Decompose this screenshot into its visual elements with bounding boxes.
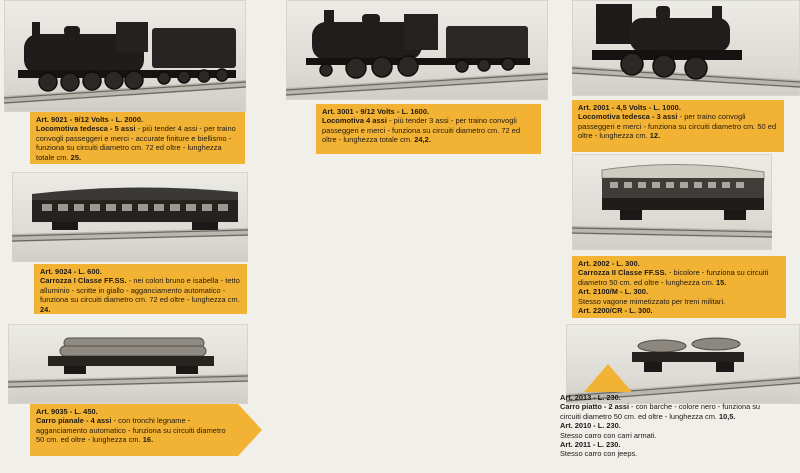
photo-flatcar-9035	[8, 324, 248, 404]
photo-locomotive-2001	[572, 0, 800, 96]
extra-art-number: Art. 2100/M - L. 300.	[578, 287, 649, 297]
product-length: 24,2.	[414, 135, 431, 145]
photo-carriage-2002	[572, 154, 772, 250]
product-name: Locomotiva tedesca - 5 assi	[36, 124, 136, 134]
label-art-9035	[30, 404, 238, 456]
product-description: - con tronchi legname - agganciamento automatico - funziona su circuiti diametro 50 cm. ed oltre - lunghezza cm.	[36, 416, 226, 445]
product-length: 16.	[142, 435, 154, 445]
product-description: - con barche - colore nero - funziona su circuiti diametro 50 cm. ed oltre - lunghezza cm.	[560, 402, 761, 421]
product-description: - per traino convogli passeggeri e merci - funziona su circuiti diametro cm. 50 ed oltre - lunghezza cm.	[578, 112, 777, 141]
product-length: 24.	[40, 304, 51, 314]
photo-locomotive-3001	[286, 0, 548, 100]
art-number: Art. 2001 - 4,5 Volts - L. 1000.	[578, 103, 681, 112]
label-art-9024	[34, 264, 247, 314]
art-number: Art. 9024 - L. 600.	[40, 267, 102, 276]
product-name: Carrozza I Classe FF.SS.	[40, 276, 127, 286]
product-name: Carrozza II Classe FF.SS.	[578, 268, 667, 278]
product-name: Locomotiva 4 assi	[322, 116, 387, 126]
product-length: 12.	[649, 131, 661, 141]
product-description: - nei colori bruno e isabella - tetto alluminio - scritte in giallo - agganciamento automatico - funziona su circuiti diametro cm. 72 ed oltre - lunghezza cm.	[40, 276, 240, 305]
photo-carriage-9024	[12, 172, 248, 262]
locomotive-2001-image	[572, 0, 800, 96]
label-art-3001	[316, 104, 541, 154]
art-number: Art. 2002 - L. 300.	[578, 259, 640, 268]
locomotive-9021-image	[4, 0, 246, 112]
flatcar-9035-image	[8, 324, 248, 404]
art-number: Art. 3001 - 9/12 Volts - L. 1600.	[322, 107, 430, 116]
extra-description: Stesso vagone mimetizzato per treni militari.	[578, 296, 726, 306]
product-length: 15.	[716, 277, 727, 287]
product-name: Locomotiva tedesca - 3 assi	[578, 112, 678, 122]
carriage-2002-image	[572, 154, 772, 250]
label-art-2013	[560, 393, 780, 473]
carriage-9024-image	[12, 172, 248, 262]
art-number: Art. 9021 - 9/12 Volts - L. 2000.	[36, 115, 144, 124]
label-art-9021	[30, 112, 245, 164]
art-number: Art. 9035 - L. 450.	[36, 407, 98, 416]
label-art-2001	[572, 100, 784, 152]
label-art-2002	[572, 256, 786, 318]
product-name: Carro pianale - 4 assi	[36, 416, 112, 426]
product-length: 10,5.	[718, 411, 736, 421]
art-number: Art. 2013 - L. 230.	[560, 393, 621, 402]
product-name: Carro piatto - 2 assi	[560, 402, 629, 412]
extra-art-number-2: Art. 2011 - L. 230.	[560, 440, 621, 450]
extra-art-number: Art. 2010 - L. 230.	[560, 421, 621, 431]
label-arrow-9035	[238, 404, 262, 456]
photo-locomotive-9021	[4, 0, 246, 112]
product-description: - più tender 4 assi - per traino convogli passeggeri e merci - accurate finiture e biellismo - funziona su circuiti diametro cm. 72 ed oltre - lunghezza totale cm.	[36, 124, 236, 162]
extra-description: Stesso carro con carri armati.	[560, 430, 657, 440]
extra-art-number-2: Art. 2200/CR - L. 300.	[578, 306, 653, 316]
product-length: 25.	[70, 152, 82, 162]
locomotive-3001-image	[286, 0, 548, 100]
extra-description-2: Stesso carro con jeeps.	[560, 449, 638, 459]
product-description: - bicolore - funziona su circuiti diametro 50 cm. ed oltre - lunghezza cm.	[578, 268, 769, 287]
label-arrow-2013	[584, 364, 632, 392]
product-description: - più tender 3 assi - per traino convogli passeggeri e merci - funziona su circuiti diametro cm. 72 ed oltre - lunghezza totale cm.	[322, 116, 521, 145]
